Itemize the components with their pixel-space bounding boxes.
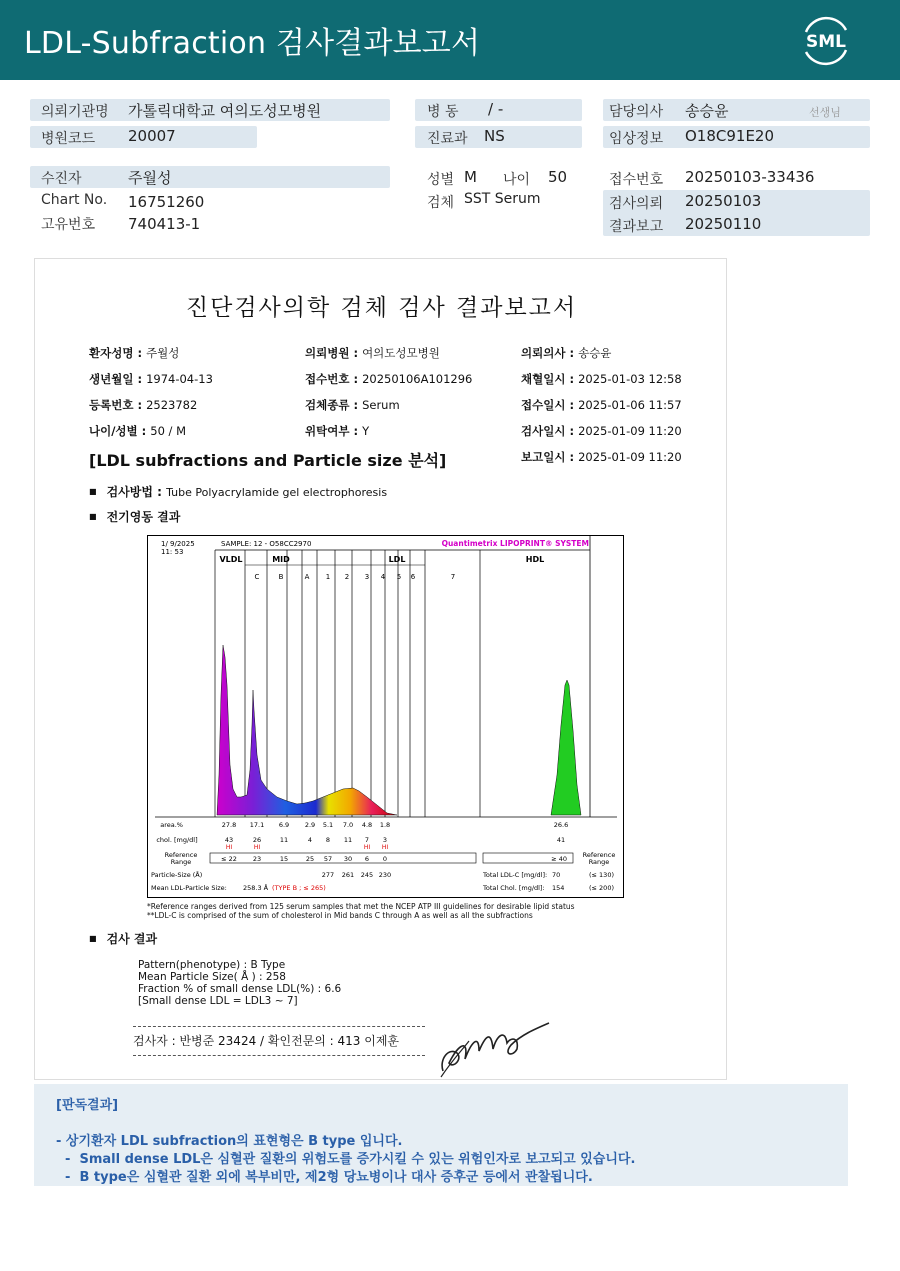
chart-band-B: B: [278, 573, 284, 581]
chart-band-7: 7: [450, 573, 456, 581]
chart-hi-flag: HI: [253, 844, 261, 851]
chart-no-label: Chart No.: [41, 192, 108, 208]
chart-area-value: 27.8: [221, 821, 237, 829]
report-header: [0, 0, 900, 80]
dept-label: 진료과: [427, 131, 468, 147]
chart-area-value: 4.8: [361, 821, 373, 829]
chart-band-1: 1: [325, 573, 331, 581]
chart-group-hdl: HDL: [525, 555, 545, 564]
chart-band-5: 5: [396, 573, 402, 581]
chart-row-chol: chol. [mg/dl]: [156, 836, 198, 844]
chart-area-value: 7.0: [342, 821, 354, 829]
chart-hi-flag: HI: [363, 844, 371, 851]
unique-no-label: 고유번호: [41, 217, 96, 233]
method-line: ■ 검사방법 : Tube Polyacrylamide gel electrophoresis: [89, 483, 387, 500]
chart-ref-value: 0: [382, 855, 388, 863]
ri-spec: 검체종류 : Serum: [305, 398, 400, 412]
chart-chol-value: 26: [252, 836, 262, 844]
patient-box: [30, 166, 390, 188]
section-title: [LDL subfractions and Particle size 분석]: [89, 451, 447, 470]
result-line-3: Fraction % of small dense LDL(%) : 6.6: [138, 983, 342, 995]
chart-particle-value: 261: [341, 871, 355, 879]
lipoprint-chart: [147, 535, 624, 898]
chart-area-value: 17.1: [249, 821, 265, 829]
signature-top-line: [133, 1026, 425, 1027]
hospital-code-label: 병원코드: [41, 131, 96, 147]
chart-particle-label: Particle-Size (Å): [151, 871, 203, 879]
chart-mean-type: (TYPE B ; ≤ 265): [272, 884, 326, 892]
age-label: 나이: [503, 172, 531, 188]
chart-area-hdl: 26.6: [553, 821, 569, 829]
chart-total-chol-label: Total Chol. [mg/dl]:: [483, 884, 545, 892]
page-title: LDL-Subfraction 검사결과보고서: [24, 26, 481, 61]
patient-label: 수진자: [41, 171, 82, 187]
doctor-label: 담당의사: [609, 104, 664, 120]
chart-row-ref: Reference: [164, 851, 198, 859]
chart-mean-value: 258.3 Å: [243, 884, 269, 892]
chart-ref-value: 30: [343, 855, 353, 863]
chart-row-ref2: Range: [170, 858, 192, 866]
unique-no-value: 740413-1: [128, 215, 201, 233]
chart-ref-value: 6: [364, 855, 370, 863]
ri-reg: 등록번호 : 2523782: [89, 398, 198, 412]
chart-chol-value: 8: [325, 836, 331, 844]
clinical-label: 임상정보: [609, 131, 664, 147]
ri-hosp: 의뢰병원 : 여의도성모병원: [305, 346, 440, 360]
ri-col: 채혈일시 : 2025-01-03 12:58: [521, 372, 682, 386]
doctor-value: 송승윤: [685, 102, 729, 120]
svg-text:SML: SML: [806, 32, 846, 52]
chart-sample: SAMPLE: 12 - O58CC2970: [221, 540, 312, 548]
chart-area-value: 2.9: [304, 821, 316, 829]
ri-doc: 의뢰의사 : 송승윤: [521, 346, 612, 360]
interpretation-line-2: - Small dense LDL은 심혈관 질환의 위험도를 증가시킬 수 있는 위험인자로 보고되고 있습니다.: [56, 1152, 636, 1167]
chart-date: 1/ 9/2025: [161, 540, 195, 548]
chart-group-mid: MID: [272, 555, 290, 564]
patient-value: 주월성: [128, 169, 172, 187]
chart-time: 11: 53: [161, 548, 184, 556]
specimen-label: 검체: [427, 195, 455, 211]
chart-particle-value: 230: [378, 871, 392, 879]
ri-agesex: 나이/성별 : 50 / M: [89, 424, 187, 438]
result-line-4: [Small dense LDL = LDL3 ~ 7]: [138, 995, 298, 1007]
result-line-1: Pattern(phenotype) : B Type: [138, 959, 286, 971]
chart-chol-value: 43: [224, 836, 234, 844]
chart-band-3: 3: [364, 573, 370, 581]
report-title: 진단검사의학 검체 검사 결과보고서: [185, 295, 578, 321]
ri-outs: 위탁여부 : Y: [305, 424, 370, 438]
chart-ref-value: 25: [305, 855, 315, 863]
ri-dob: 생년월일 : 1974-04-13: [89, 372, 213, 386]
chart-total-chol-value: 154: [552, 884, 565, 892]
sml-logo: [798, 12, 854, 68]
handwritten-signature: [435, 1019, 555, 1079]
requested-value: 20250103: [685, 192, 762, 210]
ward-label: 병 동: [427, 104, 459, 120]
chart-total-ldl-label: Total LDL-C [mg/dl]:: [483, 871, 548, 879]
result-line-2: Mean Particle Size( Å ) : 258: [138, 971, 286, 983]
footnote-1: *Reference ranges derived from 125 serum samples that met the NCEP ATP III guidelines for desirable lipid status: [147, 902, 575, 911]
chart-chol-hdl: 41: [556, 836, 566, 844]
electro-label: ■ 전기영동 결과: [89, 508, 180, 525]
receipt-no-label: 접수번호: [609, 172, 664, 188]
requested-label: 검사의뢰: [609, 196, 664, 212]
chart-hdl-ref: ≥ 40: [551, 855, 567, 863]
chart-chol-value: 7: [364, 836, 370, 844]
ri-rep: 보고일시 : 2025-01-09 11:20: [521, 450, 682, 464]
reported-label: 결과보고: [609, 219, 664, 235]
chart-ref-right: Reference: [582, 851, 616, 859]
ri-rec: 접수일시 : 2025-01-06 11:57: [521, 398, 682, 412]
chart-mean-label: Mean LDL-Particle Size:: [151, 884, 227, 892]
receipt-no-value: 20250103-33436: [685, 168, 815, 186]
dept-value: NS: [484, 127, 505, 145]
sex-value: M: [464, 168, 477, 186]
reported-value: 20250110: [685, 215, 762, 233]
sex-label: 성별: [427, 172, 455, 188]
chart-ref-value: 57: [323, 855, 333, 863]
institution-label: 의뢰기관명: [41, 104, 109, 120]
ri-tst: 검사일시 : 2025-01-09 11:20: [521, 424, 682, 438]
footnote-2: **LDL-C is comprised of the sum of cholesterol in Mid bands C through A as well as all the subfractions: [147, 911, 533, 920]
interpretation-box: [34, 1084, 848, 1186]
interpretation-line-1: - 상기환자 LDL subfraction의 표현형은 B type 입니다.: [56, 1134, 403, 1149]
chart-ref-value: 23: [252, 855, 262, 863]
chart-total-chol-ref: (≤ 200): [589, 884, 614, 892]
chart-area-value: 5.1: [322, 821, 334, 829]
chart-ref-value: ≤ 22: [221, 855, 237, 863]
chart-particle-value: 245: [360, 871, 374, 879]
interpretation-title: [판독결과]: [56, 1098, 119, 1113]
ri-recno: 접수번호 : 20250106A101296: [305, 372, 473, 386]
chart-ref-right2: Range: [588, 858, 610, 866]
ri-name: 환자성명 : 주월성: [89, 346, 180, 360]
doctor-suffix: 선생님: [809, 106, 841, 119]
chart-no-value: 16751260: [128, 193, 205, 211]
chart-band-2: 2: [344, 573, 350, 581]
chart-group-vldl: VLDL: [219, 555, 243, 564]
interpretation-line-3: - B type은 심혈관 질환 외에 복부비만, 제2형 당뇨병이나 대사 증후군 등에서 관찰됩니다.: [56, 1170, 593, 1185]
chart-total-ldl-value: 70: [552, 871, 561, 879]
specimen-value: SST Serum: [464, 191, 541, 207]
hospital-code-value: 20007: [128, 127, 176, 145]
chart-chol-value: 11: [343, 836, 353, 844]
scanned-report: [34, 258, 727, 1080]
ward-value: / -: [488, 100, 504, 118]
chart-band-C: C: [254, 573, 260, 581]
chart-hi-flag: HI: [381, 844, 389, 851]
result-label: ■ 검사 결과: [89, 930, 157, 947]
signature-text: 검사자 : 반병준 23424 / 확인전문의 : 413 이제훈: [133, 1034, 400, 1048]
chart-band-6: 6: [410, 573, 416, 581]
age-value: 50: [548, 168, 568, 186]
chart-particle-value: 277: [321, 871, 335, 879]
chart-band-A: A: [304, 573, 310, 581]
signature-bottom-line: [133, 1055, 425, 1056]
chart-chol-value: 11: [279, 836, 289, 844]
chart-group-ldl: LDL: [388, 555, 406, 564]
institution-value: 가톨릭대학교 여의도성모병원: [128, 102, 322, 120]
chart-total-ldl-ref: (≤ 130): [589, 871, 614, 879]
clinical-value: O18C91E20: [685, 127, 775, 145]
chart-brand: Quantimetrix LIPOPRINT® SYSTEM: [441, 539, 589, 548]
chart-row-area: area.%: [160, 821, 183, 829]
chart-area-value: 1.8: [379, 821, 391, 829]
chart-chol-value: 3: [382, 836, 388, 844]
chart-hi-flag: HI: [225, 844, 233, 851]
chart-ref-value: 15: [279, 855, 289, 863]
chart-band-4: 4: [380, 573, 386, 581]
chart-area-value: 6.9: [278, 821, 290, 829]
chart-chol-value: 4: [307, 836, 313, 844]
